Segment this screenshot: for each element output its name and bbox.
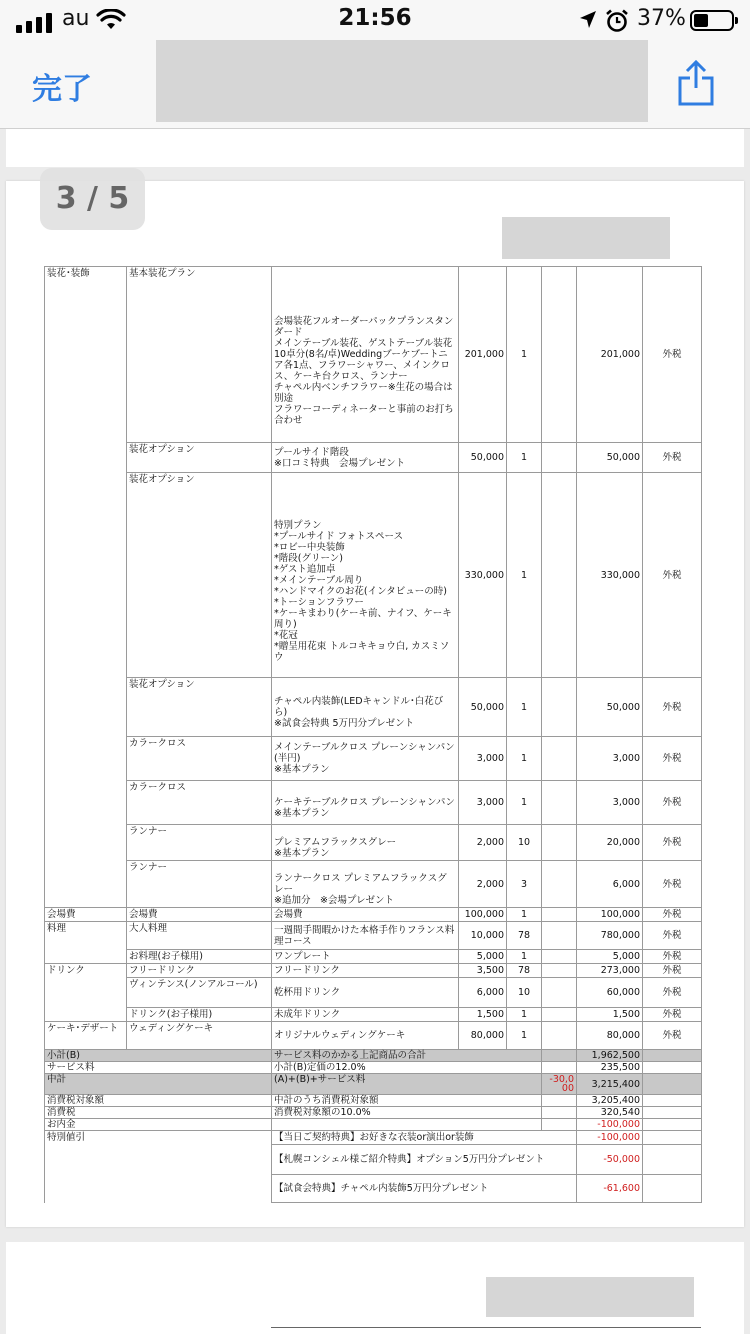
discount-cell: [542, 473, 577, 678]
unit-price-cell: 100,000: [459, 908, 507, 922]
category-cell: [45, 737, 127, 781]
summary-label: 小計(B): [45, 1050, 272, 1062]
page-indicator: 3 / 5: [40, 168, 145, 230]
amount-cell: 60,000: [577, 978, 643, 1008]
status-bar: [0, 0, 750, 40]
discount-tax-cell: [643, 1175, 702, 1203]
summary-discount: [542, 1107, 577, 1119]
quantity-cell: 78: [507, 964, 542, 978]
table-row: [45, 964, 702, 978]
category-cell: 料理: [45, 922, 127, 950]
unit-price-cell: 6,000: [459, 978, 507, 1008]
discount-cell: [542, 908, 577, 922]
category-cell: ドリンク: [45, 964, 127, 978]
discount-cell: [542, 861, 577, 908]
description-cell: 会場装花フルオーダーパックプランスタンダード メインテーブル装花、ゲストテーブル装花10卓分(8名/卓)Weddingブーケブートニア各1点、フラワーシャワー、メインクロス、ケーキ台クロス、ランナー チャペル内ベンチフラワー※生花の場合は別途 フラワーコーディネーターと事前のお打ち合わせ: [272, 267, 459, 443]
summary-discount: [542, 1050, 577, 1062]
summary-label: 消費税: [45, 1107, 272, 1119]
amount-cell: 5,000: [577, 950, 643, 964]
navigation-bar: [0, 40, 750, 129]
item-cell: カラークロス: [127, 781, 272, 825]
description-cell: プレミアムフラックスグレー ※基本プラン: [272, 825, 459, 861]
battery-percent: 37%: [637, 6, 686, 31]
item-cell: フリードリンク: [127, 964, 272, 978]
item-cell: 大人料理: [127, 922, 272, 950]
discount-description: 【札幌コンシェル様ご紹介特典】オプション5万円分プレゼント: [272, 1145, 577, 1175]
discount-cell: [542, 1022, 577, 1050]
unit-price-cell: 5,000: [459, 950, 507, 964]
summary-label: お内金: [45, 1119, 272, 1131]
description-cell: ランナークロス プレミアムフラックスグレー ※追加分 ※会場プレゼント: [272, 861, 459, 908]
summary-label: 消費税対象額: [45, 1095, 272, 1107]
amount-cell: 50,000: [577, 443, 643, 473]
item-cell: ドリンク(お子様用): [127, 1008, 272, 1022]
quantity-cell: 1: [507, 737, 542, 781]
item-cell: カラークロス: [127, 737, 272, 781]
item-cell: ウェディングケーキ: [127, 1022, 272, 1050]
category-cell: [45, 978, 127, 1008]
summary-row: [45, 1095, 702, 1107]
alarm-clock-icon: [604, 8, 630, 34]
unit-price-cell: 2,000: [459, 825, 507, 861]
summary-row: [45, 1074, 702, 1095]
tax-cell: 外税: [643, 443, 702, 473]
unit-price-cell: 3,000: [459, 781, 507, 825]
description-cell: 未成年ドリンク: [272, 1008, 459, 1022]
done-button[interactable]: 完了: [32, 72, 92, 107]
summary-row: [45, 1119, 702, 1131]
quantity-cell: 10: [507, 825, 542, 861]
summary-amount: 320,540: [577, 1107, 643, 1119]
summary-description: (A)+(B)+サービス料: [272, 1074, 542, 1095]
discount-amount: -50,000: [577, 1145, 643, 1175]
table-row: [45, 473, 702, 678]
category-cell: 装花･装飾: [45, 267, 127, 443]
description-cell: 乾杯用ドリンク: [272, 978, 459, 1008]
discount-label: [45, 1145, 272, 1175]
summary-discount: [542, 1119, 577, 1131]
summary-row: [45, 1107, 702, 1119]
summary-description: サービス料のかかる上記商品の合計: [272, 1050, 542, 1062]
summary-description: [272, 1119, 542, 1131]
summary-discount: -30,000: [542, 1074, 577, 1095]
summary-label: サービス料: [45, 1062, 272, 1074]
tax-cell: 外税: [643, 678, 702, 737]
discount-cell: [542, 737, 577, 781]
category-cell: [45, 678, 127, 737]
discount-cell: [542, 978, 577, 1008]
table-row: [45, 781, 702, 825]
discount-row: [45, 1175, 702, 1203]
summary-description: 消費税対象額の10.0%: [272, 1107, 542, 1119]
table-row: [45, 825, 702, 861]
category-cell: [45, 781, 127, 825]
category-cell: [45, 473, 127, 678]
amount-cell: 1,500: [577, 1008, 643, 1022]
amount-cell: 201,000: [577, 267, 643, 443]
redacted-header: [486, 1277, 694, 1317]
summary-tax-cell: [643, 1119, 702, 1131]
description-cell: フリードリンク: [272, 964, 459, 978]
summary-amount: 235,500: [577, 1062, 643, 1074]
table-row: [45, 950, 702, 964]
discount-label: 特別値引: [45, 1131, 272, 1145]
description-cell: 特別プラン *プールサイド フォトスペース *ロビー中央装飾 *階段(グリーン) *ゲスト追加卓 *メインテーブル周り *ハンドマイクのお花(インタビューの時) *トーションフラワー *ケーキまわり(ケーキ前、ナイフ、ケーキ周り) *花冠 *贈呈用花束 トルコキキョウ白, カスミソウ: [272, 473, 459, 678]
category-cell: [45, 443, 127, 473]
description-cell: オリジナルウェディングケーキ: [272, 1022, 459, 1050]
unit-price-cell: 201,000: [459, 267, 507, 443]
tax-cell: 外税: [643, 781, 702, 825]
amount-cell: 3,000: [577, 737, 643, 781]
tax-cell: 外税: [643, 861, 702, 908]
item-cell: 装花オプション: [127, 473, 272, 678]
summary-tax-cell: [643, 1050, 702, 1062]
discount-cell: [542, 825, 577, 861]
discount-cell: [542, 1008, 577, 1022]
quantity-cell: 1: [507, 908, 542, 922]
item-cell: ヴィンテンス(ノンアルコール): [127, 978, 272, 1008]
description-cell: 一週間手間暇かけた本格手作りフランス料理コース: [272, 922, 459, 950]
unit-price-cell: 3,500: [459, 964, 507, 978]
table-row: [45, 737, 702, 781]
table-row: [45, 908, 702, 922]
discount-description: 【試食会特典】チャペル内装飾5万円分プレゼント: [272, 1175, 577, 1203]
table-row: [45, 443, 702, 473]
discount-cell: [542, 950, 577, 964]
amount-cell: 330,000: [577, 473, 643, 678]
discount-label: [45, 1175, 272, 1203]
summary-amount: 3,205,400: [577, 1095, 643, 1107]
estimate-table: [44, 266, 702, 1203]
unit-price-cell: 3,000: [459, 737, 507, 781]
tax-cell: 外税: [643, 1008, 702, 1022]
category-cell: [45, 950, 127, 964]
unit-price-cell: 50,000: [459, 678, 507, 737]
discount-row: [45, 1145, 702, 1175]
description-cell: チャペル内装飾(LEDキャンドル･白花びら) ※試食会特典 5万円分プレゼント: [272, 678, 459, 737]
table-row: [45, 978, 702, 1008]
category-cell: [45, 825, 127, 861]
item-cell: 装花オプション: [127, 678, 272, 737]
discount-cell: [542, 964, 577, 978]
discount-tax-cell: [643, 1131, 702, 1145]
tax-cell: 外税: [643, 1022, 702, 1050]
summary-description: 中計のうち消費税対象額: [272, 1095, 542, 1107]
quantity-cell: 10: [507, 978, 542, 1008]
description-cell: ケーキテーブルクロス プレーンシャンパン ※基本プラン: [272, 781, 459, 825]
amount-cell: 3,000: [577, 781, 643, 825]
quantity-cell: 1: [507, 267, 542, 443]
summary-amount: -100,000: [577, 1119, 643, 1131]
summary-discount: [542, 1095, 577, 1107]
next-page: [6, 1242, 744, 1334]
quantity-cell: 1: [507, 678, 542, 737]
description-cell: 会場費: [272, 908, 459, 922]
location-arrow-icon: [578, 9, 598, 31]
item-cell: 装花オプション: [127, 443, 272, 473]
summary-label: 中計: [45, 1074, 272, 1095]
amount-cell: 100,000: [577, 908, 643, 922]
battery-icon: [690, 10, 734, 31]
summary-tax-cell: [643, 1107, 702, 1119]
clock: 21:56: [338, 5, 412, 31]
item-cell: お料理(お子様用): [127, 950, 272, 964]
category-cell: [45, 861, 127, 908]
quantity-cell: 1: [507, 443, 542, 473]
summary-amount: 1,962,500: [577, 1050, 643, 1062]
summary-tax-cell: [643, 1062, 702, 1074]
description-cell: ワンプレート: [272, 950, 459, 964]
discount-cell: [542, 781, 577, 825]
discount-tax-cell: [643, 1145, 702, 1175]
item-cell: 基本装花プラン: [127, 267, 272, 443]
table-row: [45, 861, 702, 908]
summary-amount: 3,215,400: [577, 1074, 643, 1095]
tax-cell: 外税: [643, 825, 702, 861]
discount-row: [45, 1131, 702, 1145]
carrier-label: au: [62, 6, 90, 31]
unit-price-cell: 1,500: [459, 1008, 507, 1022]
summary-row: [45, 1062, 702, 1074]
amount-cell: 80,000: [577, 1022, 643, 1050]
tax-cell: 外税: [643, 978, 702, 1008]
share-icon[interactable]: [676, 58, 716, 108]
discount-amount: -61,600: [577, 1175, 643, 1203]
tax-cell: 外税: [643, 267, 702, 443]
previous-page: [6, 129, 744, 167]
summary-row: [45, 1050, 702, 1062]
tax-cell: 外税: [643, 950, 702, 964]
unit-price-cell: 50,000: [459, 443, 507, 473]
summary-description: 小計(B)定価の12.0%: [272, 1062, 542, 1074]
tax-cell: 外税: [643, 964, 702, 978]
table-row: [45, 1008, 702, 1022]
category-cell: 会場費: [45, 908, 127, 922]
tax-cell: 外税: [643, 908, 702, 922]
unit-price-cell: 2,000: [459, 861, 507, 908]
discount-amount: -100,000: [577, 1131, 643, 1145]
quantity-cell: 3: [507, 861, 542, 908]
amount-cell: 273,000: [577, 964, 643, 978]
item-cell: ランナー: [127, 825, 272, 861]
unit-price-cell: 10,000: [459, 922, 507, 950]
redacted-title: [156, 40, 648, 122]
discount-cell: [542, 443, 577, 473]
item-cell: ランナー: [127, 861, 272, 908]
tax-cell: 外税: [643, 473, 702, 678]
amount-cell: 780,000: [577, 922, 643, 950]
category-cell: ケーキ･デザート: [45, 1022, 127, 1050]
category-cell: [45, 1008, 127, 1022]
discount-description: 【当日ご契約特典】お好きな衣装or演出or装飾: [272, 1131, 577, 1145]
description-cell: メインテーブルクロス プレーンシャンパン(半円) ※基本プラン: [272, 737, 459, 781]
summary-tax-cell: [643, 1074, 702, 1095]
quantity-cell: 1: [507, 473, 542, 678]
item-cell: 会場費: [127, 908, 272, 922]
quantity-cell: 78: [507, 922, 542, 950]
table-row: [45, 922, 702, 950]
quantity-cell: 1: [507, 781, 542, 825]
summary-discount: [542, 1062, 577, 1074]
table-row: [45, 678, 702, 737]
redacted-header: [502, 217, 670, 259]
quantity-cell: 1: [507, 1022, 542, 1050]
quantity-cell: 1: [507, 950, 542, 964]
discount-cell: [542, 678, 577, 737]
amount-cell: 20,000: [577, 825, 643, 861]
table-row: [45, 267, 702, 443]
amount-cell: 6,000: [577, 861, 643, 908]
discount-cell: [542, 267, 577, 443]
tax-cell: 外税: [643, 737, 702, 781]
summary-tax-cell: [643, 1095, 702, 1107]
tax-cell: 外税: [643, 922, 702, 950]
description-cell: プールサイド階段 ※口コミ特典 会場プレゼント: [272, 443, 459, 473]
table-row: [45, 1022, 702, 1050]
unit-price-cell: 80,000: [459, 1022, 507, 1050]
amount-cell: 50,000: [577, 678, 643, 737]
quantity-cell: 1: [507, 1008, 542, 1022]
discount-cell: [542, 922, 577, 950]
unit-price-cell: 330,000: [459, 473, 507, 678]
